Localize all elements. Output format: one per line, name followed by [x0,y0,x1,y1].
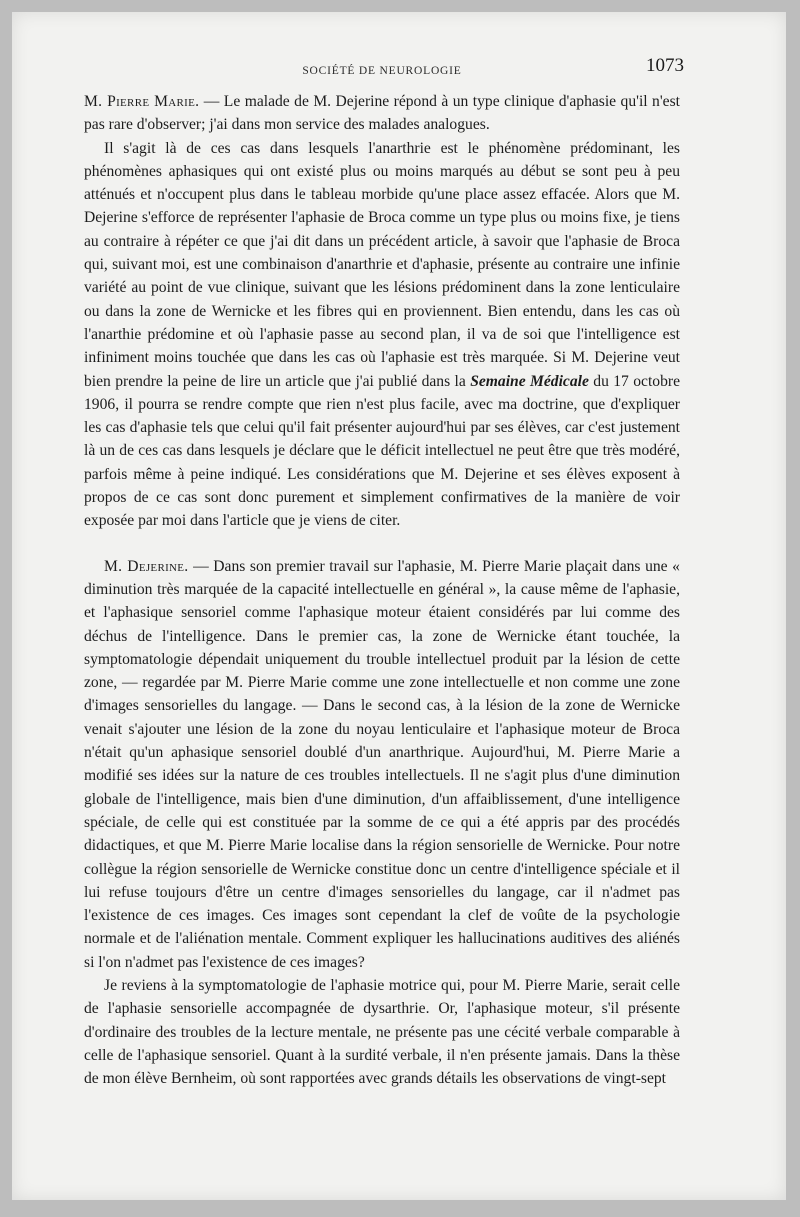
marie-text-1: — Le malade de M. Dejerine répond à un type clinique d'aphasie qu'il n'est pas rare d'observer; j'ai dans mon service des malades analogues. [84,93,680,134]
dejerine-text-1: — Dans son premier travail sur l'aphasie, M. Pierre Marie plaçait dans une « diminution très marquée de la capacité intellectuelle en général », la cause même de l'aphasie, et l'aphasique sensoriel comme l'aphasique moteur étaient considérés par lui comme des déchus de l'intelligence. Dans le premier cas, la zone de Wernicke étant touchée, la symptomatologie dépendait uniquement du trouble intellectuel produit par la lésion de cette zone, — regardée par M. Pierre Marie comme une zone intellectuelle et non comme une zone d'images sensorielles du langage. — Dans le second cas, à la lésion de la zone de Wernicke venait s'ajouter une lésion de la zone du noyau lenticulaire et l'aphasique moteur de Broca n'était qu'un aphasique sensoriel doublé d'un anarthrique. Aujourd'hui, M. Pierre Marie a modifié ses idées sur la nature de ces troubles intellectuels. Il ne s'agit plus d'une diminution globale de l'intelligence, mais bien d'une diminution, d'un affaiblissement, d'une intelligence spéciale, de celle qui est constituée par la somme de ce qui a été appris par des procédés didactiques, et que M. Pierre Marie localise dans la région sensorielle de Wernicke. Pour notre collègue la région sensorielle de Wernicke constitue donc un centre d'intelligence spéciale et il lui refuse toujours d'être un centre d'images sensorielles du langage, car il n'admet pas l'existence de ces images. Ces images sont cependant la clef de voûte de la psychologie normale et de l'aliénation mentale. Comment expliquer les hallucinations auditives des aliénés si l'on n'admet pas l'existence de ces images? [84,557,680,971]
section-gap [84,533,680,555]
paragraph-marie-2 [84,137,680,533]
document-page [84,55,684,1090]
paragraph-marie-1 [84,90,680,137]
journal-title: Semaine Médicale [470,372,589,390]
paragraph-dejerine-2: Je reviens à la symptomatologie de l'aphasie motrice qui, pour M. Pierre Marie, serait celle de l'aphasie sensorielle accompagnée de dysarthrie. Or, l'aphasique moteur, s'il présente d'ordinaire des troubles de la lecture mentale, ne présente pas une cécité verbale comparable à celle de l'aphasique sensoriel. Quant à la surdité verbale, il n'en présente jamais. Dans la thèse de mon élève Bernheim, où sont rapportées avec grands détails les observations de vingt-sept [84,976,680,1088]
running-title: SOCIÉTÉ DE NEUROLOGIE [302,65,462,77]
speaker-marie: M. Pierre Marie. [84,93,200,110]
speaker-dejerine: M. Dejerine. [104,557,189,575]
paragraph-dejerine-1 [84,555,680,974]
running-header [84,55,684,90]
marie-text-2a: Il s'agit là de ces cas dans lesquels l'anarthrie est le phénomène prédominant, les phénomènes aphasiques qui ont existé plus ou moins marqués au début se sont peu à peu atténués et n'occupent plus dans le tableau morbide qu'une place assez effacée. Alors que M. Dejerine s'efforce de représenter l'aphasie de Broca comme un type plus ou moins fixe, je tiens au contraire à répéter ce que j'ai dit dans un précédent article, à savoir que l'aphasie de Broca qui, suivant moi, est une combinaison d'anarthrie et d'aphasie, présente au contraire une infinie variété au point de vue clinique, suivant que les lésions prédominent dans la zone lenticulaire ou dans la zone de Wernicke et les fibres qui en proviennent. Bien entendu, dans les cas où l'anarthie prédomine et où l'aphasie passe au second plan, il va de soi que l'intelligence est infiniment moins touchée que dans les cas où l'aphasie est très marquée. Si M. Dejerine veut bien prendre la peine de lire un article que j'ai publié dans la [84,139,680,390]
marie-text-2b: du 17 octobre 1906, il pourra se rendre compte que rien n'est plus facile, avec ma doctrine, que d'expliquer les cas d'aphasie tels que celui qu'il fait présenter aujourd'hui par ses élèves, car c'est justement là un de ces cas dans lesquels je déclare que le déficit intellectuel ne peut être que très modéré, parfois même à peine indiqué. Les considérations que M. Dejerine et ses élèves exposent à propos de ce cas sont donc purement et simplement confirmatives de la manière de voir exposée par moi dans l'article que je viens de citer. [84,372,680,530]
page-number: 1073 [646,55,684,76]
